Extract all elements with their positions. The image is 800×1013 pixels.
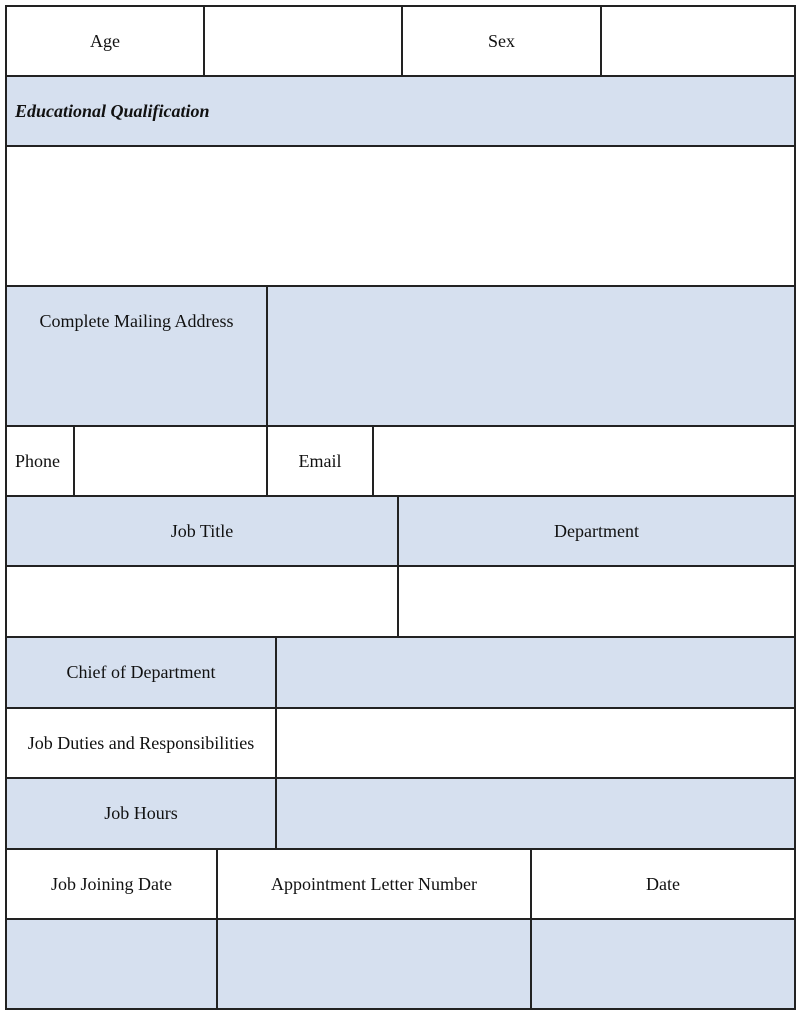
job-joining-date-label: Job Joining Date	[7, 850, 218, 918]
row-phone-email	[7, 427, 794, 497]
row-age-sex	[7, 7, 794, 77]
row-chief-of-department	[7, 638, 794, 709]
row-appointment-header	[7, 850, 794, 920]
job-joining-date-field[interactable]	[7, 920, 218, 1008]
job-title-label: Job Title	[7, 497, 399, 565]
job-duties-label: Job Duties and Responsibilities	[7, 709, 277, 777]
job-duties-field[interactable]	[277, 709, 794, 777]
row-job-title-department-fields	[7, 567, 794, 638]
age-field[interactable]	[205, 7, 403, 75]
department-label: Department	[554, 520, 639, 541]
phone-label: Phone	[7, 427, 75, 495]
educational-qualification-label: Educational Qualification	[15, 100, 210, 121]
date-field[interactable]	[532, 920, 794, 1008]
age-label: Age	[7, 7, 205, 75]
date-label: Date	[646, 873, 680, 894]
department-field[interactable]	[399, 567, 794, 636]
sex-field[interactable]	[602, 7, 794, 75]
email-field[interactable]	[374, 427, 794, 495]
educational-qualification-field[interactable]	[7, 147, 794, 285]
job-hours-label: Job Hours	[7, 779, 277, 848]
employment-form	[5, 5, 796, 1010]
row-mailing-address	[7, 287, 794, 427]
mailing-address-label: Complete Mailing Address	[7, 287, 268, 425]
email-label: Email	[268, 427, 374, 495]
job-title-field[interactable]	[7, 567, 399, 636]
phone-field[interactable]	[75, 427, 268, 495]
sex-label: Sex	[403, 7, 602, 75]
row-job-duties	[7, 709, 794, 779]
appointment-letter-number-label: Appointment Letter Number	[218, 850, 532, 918]
row-education-header	[7, 77, 794, 147]
appointment-letter-number-field[interactable]	[218, 920, 532, 1008]
job-hours-field[interactable]	[277, 779, 794, 848]
row-education-field	[7, 147, 794, 287]
row-appointment-fields	[7, 920, 794, 1008]
chief-of-department-field[interactable]	[277, 638, 794, 707]
row-job-hours	[7, 779, 794, 850]
mailing-address-field[interactable]	[268, 287, 794, 425]
chief-of-department-label: Chief of Department	[7, 638, 277, 707]
row-job-title-department-header	[7, 497, 794, 567]
